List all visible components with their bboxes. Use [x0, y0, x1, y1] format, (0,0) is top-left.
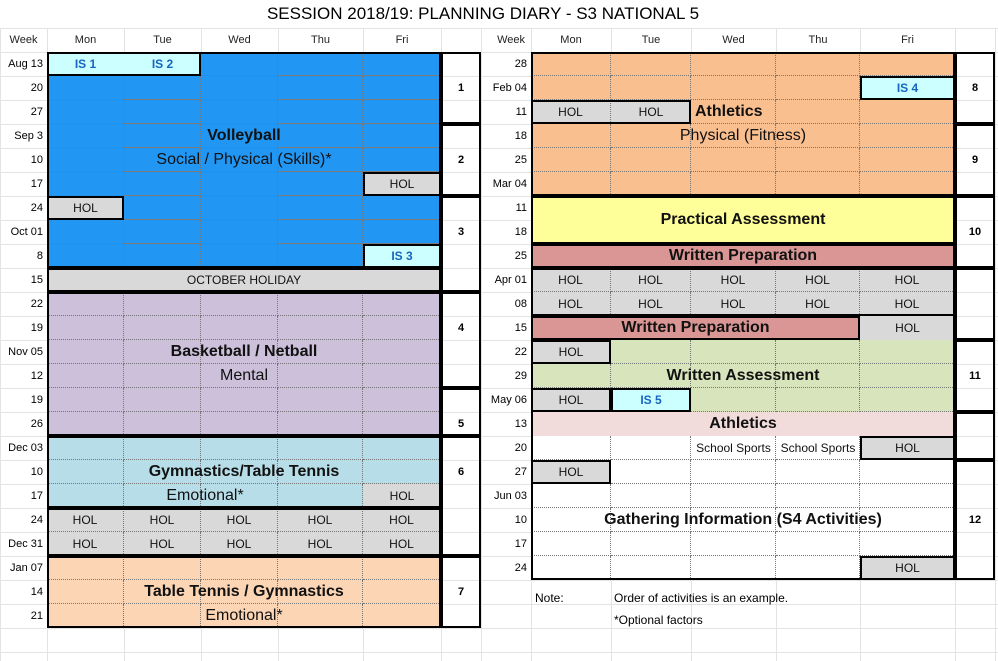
hol-cell: HOL — [124, 532, 201, 556]
week-label: 15 — [30, 274, 43, 286]
hol-cell: HOL — [860, 316, 955, 340]
hol-cell: HOL — [531, 268, 611, 292]
right-outline — [531, 52, 955, 580]
block-number-box — [441, 292, 481, 388]
christmas-holiday-outline — [47, 508, 441, 556]
week-label: 29 — [514, 370, 527, 382]
week-header: Week — [497, 34, 525, 46]
october-holiday: OCTOBER HOLIDAY — [47, 268, 441, 292]
hol-cell: HOL — [363, 532, 441, 556]
week-label: Sep 3 — [14, 130, 43, 142]
week-label: 17 — [30, 178, 43, 190]
gathering-title: Gathering Information (S4 Activities) — [604, 511, 882, 528]
hol-cell: HOL — [531, 460, 611, 484]
october-holiday-outline — [47, 268, 441, 292]
tabletennis-title: Table Tennis / Gymnastics — [144, 583, 344, 600]
hol-cell: HOL — [860, 556, 955, 580]
week-label: 20 — [30, 82, 43, 94]
week-label: 24 — [30, 202, 43, 214]
week-label: May 06 — [490, 394, 527, 406]
week-label: Jun 03 — [493, 490, 527, 502]
week-label: 08 — [514, 298, 527, 310]
hol-cell: HOL — [363, 484, 441, 508]
hol-cell: HOL — [531, 100, 611, 124]
week-label: 18 — [514, 130, 527, 142]
block-number: 1 — [457, 82, 465, 94]
hol-cell: HOL — [611, 100, 691, 124]
week-label: Oct 01 — [10, 226, 43, 238]
block-number: 6 — [457, 466, 465, 478]
hol-cell: HOL — [531, 388, 611, 412]
week-label: Dec 03 — [8, 442, 43, 454]
day-header: Thu — [808, 34, 828, 46]
school-sports: School Sports — [696, 441, 771, 455]
week-label: Nov 05 — [8, 346, 43, 358]
day-header: Mon — [560, 34, 582, 46]
is4-cell: IS 4 — [860, 76, 955, 100]
block-number: 9 — [971, 154, 979, 166]
week-label: 8 — [36, 250, 43, 262]
week-label: Dec 31 — [8, 538, 43, 550]
gymnastics-title: Gymnastics/Table Tennis — [148, 463, 340, 480]
block-number: 4 — [457, 322, 465, 334]
week-label: 25 — [514, 154, 527, 166]
hol-cell: HOL — [860, 268, 955, 292]
gymnastics-subtitle: Emotional* — [166, 487, 244, 504]
gymnastics-outline — [47, 436, 441, 508]
week-label: 10 — [514, 514, 527, 526]
day-header: Tue — [153, 34, 172, 46]
week-label: 24 — [514, 562, 527, 574]
hol-cell: HOL — [201, 508, 278, 532]
hol-cell: HOL — [776, 292, 860, 316]
block-number: 5 — [457, 418, 465, 430]
week-label: 24 — [30, 514, 43, 526]
week-label: 18 — [514, 226, 527, 238]
hol-cell: HOL — [363, 508, 441, 532]
week-label: 27 — [30, 106, 43, 118]
day-header: Wed — [722, 34, 745, 46]
hol-cell: HOL — [278, 508, 363, 532]
written-prep-title: Written Preparation — [531, 316, 860, 340]
week-label: 14 — [30, 586, 43, 598]
is5-cell: IS 5 — [611, 388, 691, 412]
hol-cell: HOL — [611, 268, 691, 292]
practical-title: Practical Assessment — [660, 211, 826, 228]
week-label: Aug 13 — [8, 58, 43, 70]
day-header: Wed — [228, 34, 251, 46]
week-label: Mar 04 — [492, 178, 527, 190]
week-label: 26 — [30, 418, 43, 430]
week-label: 17 — [30, 490, 43, 502]
hol-cell: HOL — [691, 292, 776, 316]
block-number-box — [441, 196, 481, 292]
week-label: 19 — [30, 322, 43, 334]
week-label: 11 — [515, 106, 527, 118]
week-label: Apr 01 — [494, 274, 527, 286]
week-label: 15 — [514, 322, 527, 334]
basketball-title: Basketball / Netball — [170, 343, 318, 360]
week-label: 28 — [514, 58, 527, 70]
day-header: Tue — [641, 34, 661, 46]
athletics-title: Athletics — [531, 412, 955, 436]
block-number: 2 — [457, 154, 465, 166]
is3-cell: IS 3 — [363, 244, 441, 268]
day-header: Fri — [395, 34, 409, 46]
hol-cell: HOL — [860, 436, 955, 460]
hol-cell: HOL — [611, 292, 691, 316]
tabletennis-subtitle: Emotional* — [205, 607, 283, 624]
block-number: 11 — [969, 370, 981, 382]
hol-cell: HOL — [776, 268, 860, 292]
written-assessment-title: Written Assessment — [666, 367, 820, 384]
note-label: Note: — [535, 591, 564, 605]
block-number: 8 — [971, 82, 979, 94]
hol-cell: HOL — [47, 532, 124, 556]
written-prep-title: Written Preparation — [531, 244, 955, 268]
basketball-outline — [47, 292, 441, 436]
block-number-box — [955, 412, 995, 460]
week-label: 21 — [30, 610, 43, 622]
week-label: 22 — [514, 346, 527, 358]
week-label: Jan 07 — [9, 562, 43, 574]
week-label: 12 — [30, 370, 43, 382]
week-label: Feb 04 — [492, 82, 527, 94]
athletics-title: Athletics — [695, 103, 763, 120]
volleyball-subtitle: Social / Physical (Skills)* — [156, 151, 332, 168]
block-number: 7 — [457, 586, 465, 598]
week-label: 22 — [30, 298, 43, 310]
week-header: Week — [9, 34, 38, 46]
block-number: 12 — [968, 514, 982, 526]
hol-cell: HOL — [531, 292, 611, 316]
tabletennis-outline — [47, 556, 441, 628]
week-label: 10 — [30, 154, 43, 166]
athletics-subtitle: Physical (Fitness) — [679, 127, 807, 144]
hol-cell: HOL — [201, 532, 278, 556]
block-number-box — [441, 436, 481, 556]
day-header: Mon — [74, 34, 97, 46]
volleyball-title: Volleyball — [207, 127, 281, 144]
week-label: 17 — [514, 538, 527, 550]
note-text: Order of activities is an example. — [614, 591, 789, 605]
week-label: 11 — [515, 202, 527, 214]
block-number-box — [955, 268, 995, 340]
hol-cell: HOL — [363, 172, 441, 196]
hol-cell: HOL — [47, 196, 124, 220]
is1-cell: IS 1 — [47, 52, 124, 76]
note-text: *Optional factors — [614, 613, 703, 627]
hol-cell: HOL — [691, 268, 776, 292]
hol-cell: HOL — [531, 340, 611, 364]
hol-cell: HOL — [47, 508, 124, 532]
week-label: 25 — [514, 250, 527, 262]
basketball-subtitle: Mental — [219, 367, 269, 384]
page-title: SESSION 2018/19: PLANNING DIARY - S3 NATIONAL 5 — [266, 4, 700, 23]
day-header: Fri — [901, 34, 914, 46]
hol-cell: HOL — [124, 508, 201, 532]
volleyball-outline — [47, 52, 441, 268]
week-label: 13 — [514, 418, 527, 430]
week-label: 27 — [514, 466, 527, 478]
hol-cell: HOL — [278, 532, 363, 556]
week-label: 20 — [514, 442, 527, 454]
week-label: 19 — [30, 394, 43, 406]
school-sports: School Sports — [780, 441, 856, 455]
block-number: 3 — [457, 226, 465, 238]
is2-cell: IS 2 — [124, 52, 201, 76]
block-number: 10 — [968, 226, 982, 238]
day-header: Thu — [311, 34, 330, 46]
hol-cell: HOL — [860, 292, 955, 316]
week-label: 10 — [30, 466, 43, 478]
